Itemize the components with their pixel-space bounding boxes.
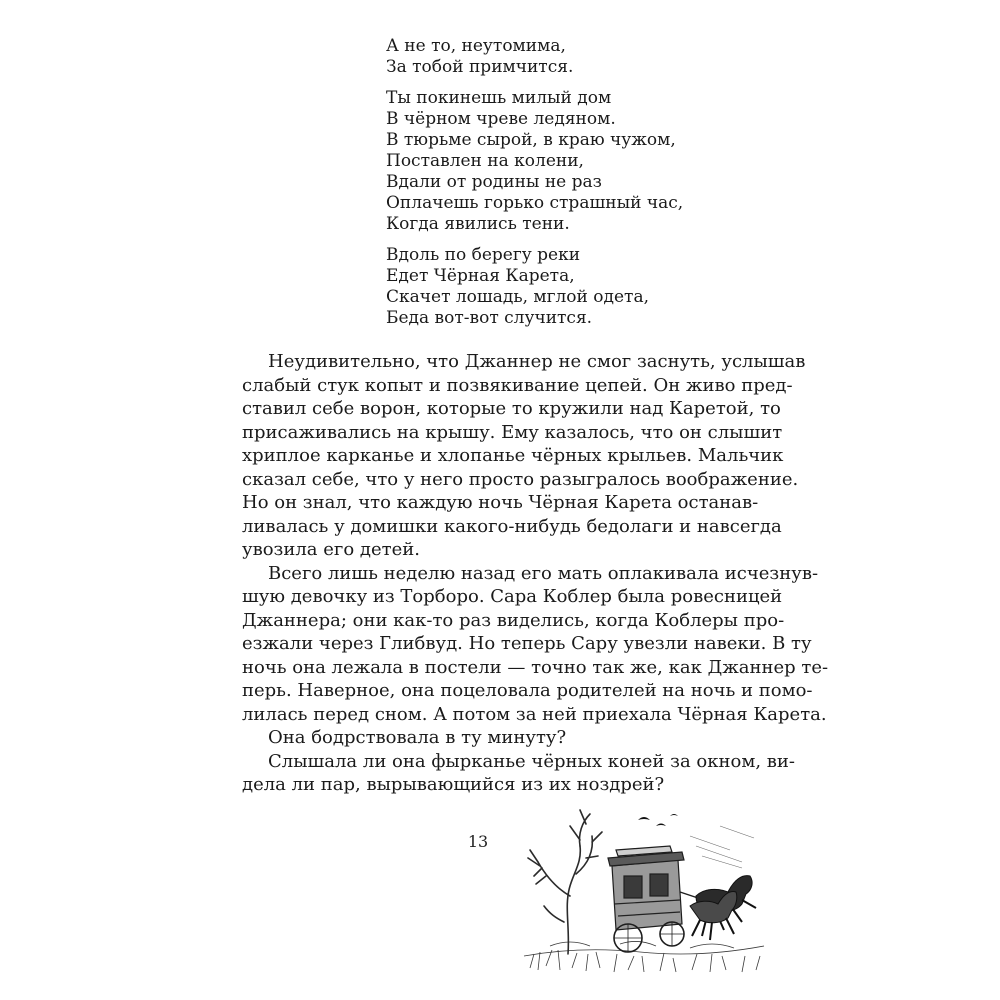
poem-line: Ты покинешь милый дом xyxy=(386,88,612,108)
paragraph-4 xyxy=(242,750,795,797)
poem-stanza-2 xyxy=(386,88,746,235)
text-line: хриплое карканье и хлопанье чёрных крыльев. Мальчик xyxy=(242,445,784,466)
poem-line: Едет Чёрная Карета, xyxy=(386,266,575,286)
poem-line: Вдоль по берегу реки xyxy=(386,245,581,265)
poem-line: А не то, неутомима, xyxy=(386,36,566,56)
text-line: присаживались на крышу. Ему казалось, что он слышит xyxy=(242,421,783,443)
text-line: Джаннера; они как-то раз виделись, когда Коблеры про- xyxy=(242,609,785,631)
text-line: Неудивительно, что Джаннер не смог заснуть, услышав xyxy=(268,351,806,372)
poem-line: Оплачешь горько страшный час, xyxy=(386,193,684,213)
poem-line: Беда вот-вот случится. xyxy=(386,308,593,328)
body-text xyxy=(242,350,829,797)
text-line: увозила его детей. xyxy=(242,539,420,560)
paragraph-2 xyxy=(242,562,829,727)
carriage-illustration xyxy=(520,796,766,976)
text-line: перь. Наверное, она поцеловала родителей на ночь и помо- xyxy=(242,680,813,701)
poem-line: Скачет лошадь, мглой одета, xyxy=(386,287,649,307)
text-line: езжали через Глибвуд. Но теперь Сару увезли навеки. В ту xyxy=(242,633,812,654)
poem-line: Когда явились тени. xyxy=(386,214,570,234)
poem-line: Поставлен на колени, xyxy=(386,151,584,171)
text-line: шую девочку из Торборо. Сара Коблер была ровесницей xyxy=(242,586,783,607)
poem-line: В чёрном чреве ледяном. xyxy=(386,109,616,129)
horses xyxy=(690,876,756,940)
text-line: слабый стук копыт и позвякивание цепей. Он живо пред- xyxy=(242,374,793,396)
text-line: дела ли пар, вырывающийся из их ноздрей? xyxy=(242,774,665,795)
text-line: Слышала ли она фырканье чёрных коней за окном, ви- xyxy=(268,750,795,772)
tree xyxy=(528,810,602,954)
poem-line: Вдали от родины не раз xyxy=(386,172,602,192)
poem xyxy=(386,36,746,339)
text-line: сказал себе, что у него просто разыгралось воображение. xyxy=(242,468,799,490)
text-line: лилась перед сном. А потом за ней приехала Чёрная Карета. xyxy=(242,703,827,725)
poem-line: В тюрьме сырой, в краю чужом, xyxy=(386,130,676,150)
poem-stanza-1 xyxy=(386,36,746,78)
paragraph-3 xyxy=(242,726,772,750)
paragraph-1 xyxy=(242,350,806,562)
wind-strokes xyxy=(690,826,754,868)
ground-grass xyxy=(524,941,764,972)
text-line: Всего лишь неделю назад его мать оплакивала исчезнув- xyxy=(268,562,819,584)
text-line: ночь она лежала в постели — точно так же, как Джаннер те- xyxy=(242,656,829,678)
crows xyxy=(638,814,678,826)
page-number: 13 xyxy=(467,832,489,851)
text-line: ставил себе ворон, которые то кружили над Каретой, то xyxy=(242,398,781,419)
poem-line: За тобой примчится. xyxy=(386,57,574,77)
poem-stanza-3 xyxy=(386,245,746,329)
text-line: ливалась у домишки какого-нибудь бедолаги и навсегда xyxy=(242,515,782,537)
text-line: Но он знал, что каждую ночь Чёрная Карета останав- xyxy=(242,492,759,513)
text-line: Она бодрствовала в ту минуту? xyxy=(268,727,567,748)
